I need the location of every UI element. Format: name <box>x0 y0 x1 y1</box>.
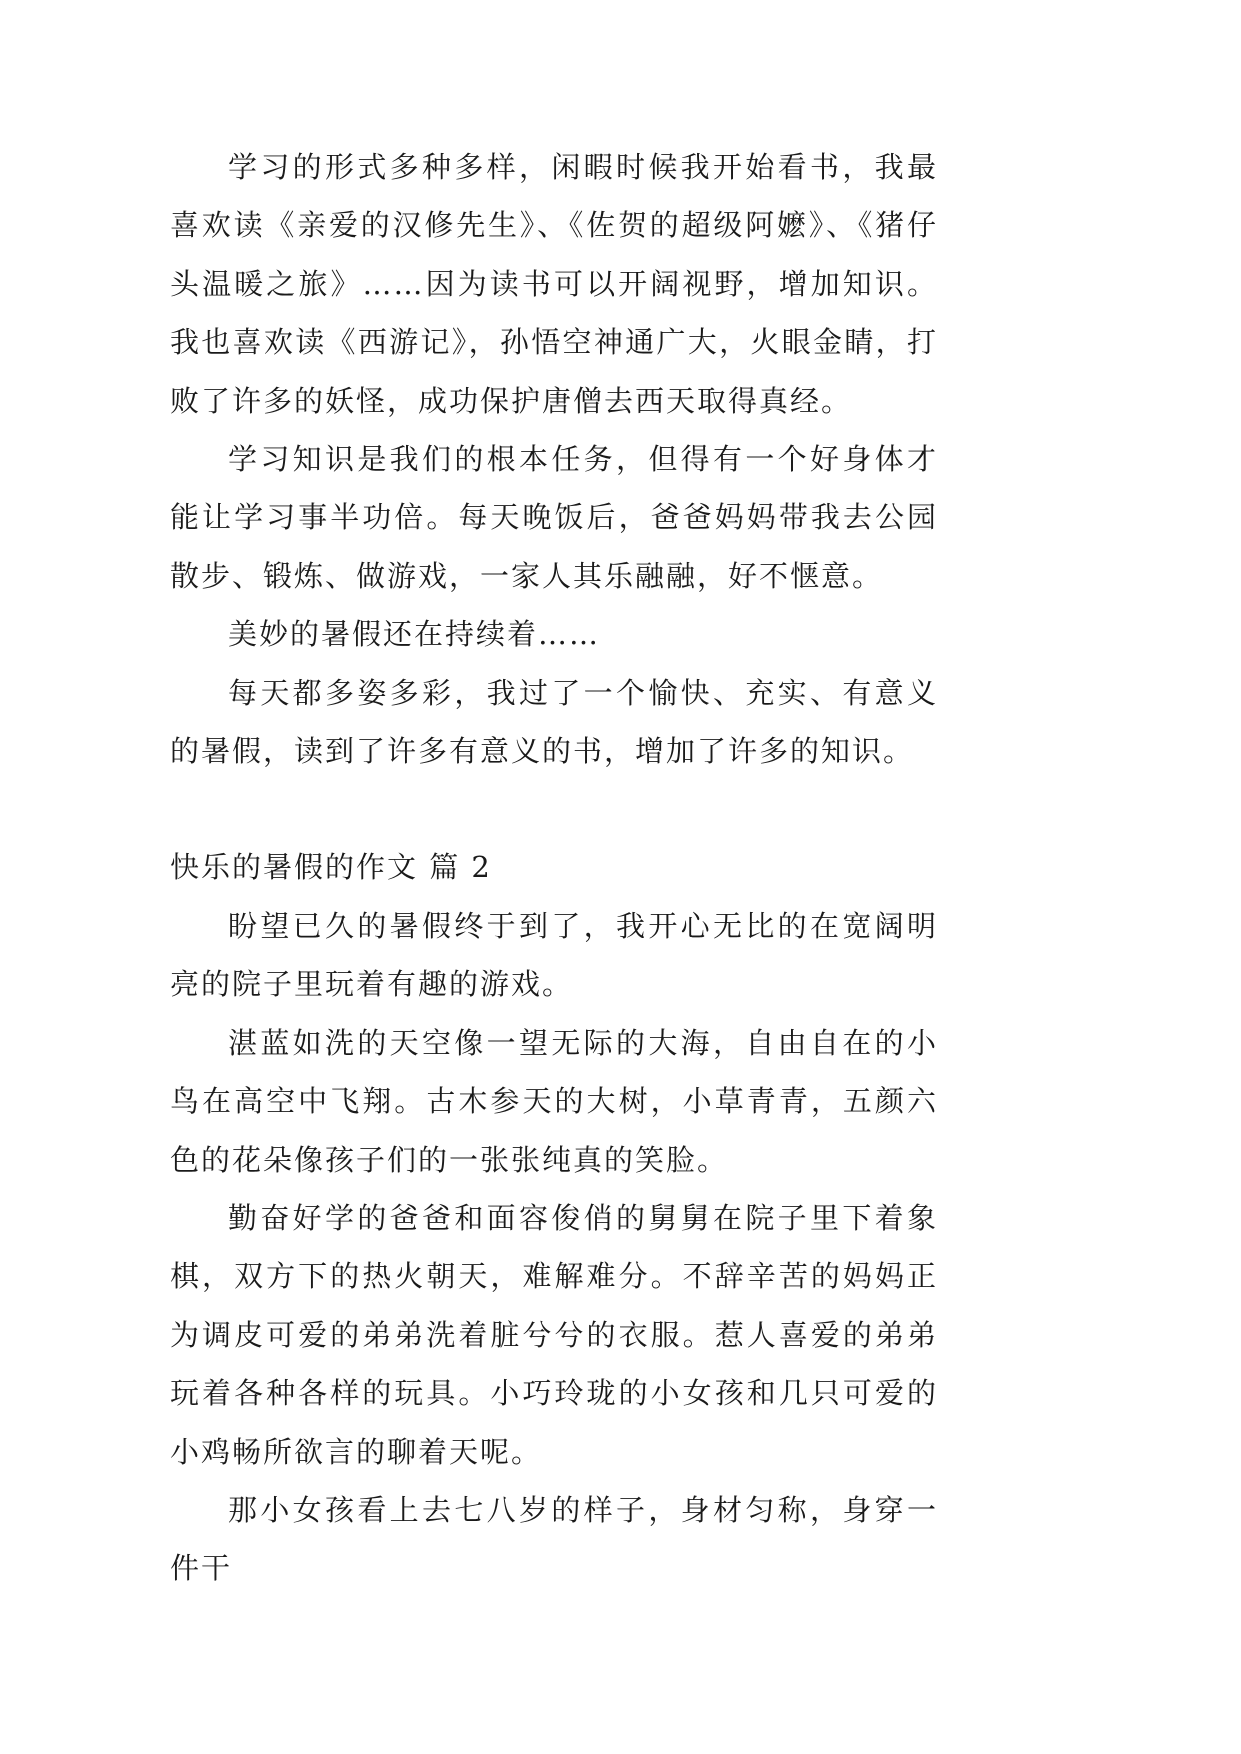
paragraph: 湛蓝如洗的天空像一望无际的大海，自由自在的小鸟在高空中飞翔。古木参天的大树，小草青青，五颜六色的花朵像孩子们的一张张纯真的笑脸。 <box>170 1025 938 1177</box>
paragraph: 学习的形式多种多样，闲暇时候我开始看书，我最喜欢读《亲爱的汉修先生》、《佐贺的超级阿嬷》、《猪仔头温暖之旅》……因为读书可以开阔视野，增加知识。我也喜欢读《西游记》，孙悟空神通广大，火眼金睛，打败了许多的妖怪，成功保护唐僧去西天取得真经。 <box>170 150 938 418</box>
paragraph: 勤奋好学的爸爸和面容俊俏的舅舅在院子里下着象棋，双方下的热火朝天，难解难分。不辞辛苦的妈妈正为调皮可爱的弟弟洗着脏兮兮的衣服。惹人喜爱的弟弟玩着各种各样的玩具。小巧玲珑的小女孩和几只可爱的小鸡畅所欲言的聊着天呢。 <box>170 1200 938 1469</box>
paragraph: 每天都多姿多彩，我过了一个愉快、充实、有意义的暑假，读到了许多有意义的书，增加了许多的知识。 <box>170 675 938 769</box>
paragraph: 盼望已久的暑假终于到了，我开心无比的在宽阔明亮的院子里玩着有趣的游戏。 <box>170 908 938 1002</box>
paragraph: 学习知识是我们的根本任务，但得有一个好身体才能让学习事半功倍。每天晚饭后，爸爸妈妈带我去公园散步、锻炼、做游戏，一家人其乐融融，好不惬意。 <box>170 442 938 593</box>
document-page <box>170 138 938 1598</box>
paragraph: 美妙的暑假还在持续着…… <box>228 617 601 652</box>
paragraph: 那小女孩看上去七八岁的样子，身材匀称，身穿一件干 <box>170 1492 938 1586</box>
section-heading: 快乐的暑假的作文 篇 2 <box>170 850 492 885</box>
